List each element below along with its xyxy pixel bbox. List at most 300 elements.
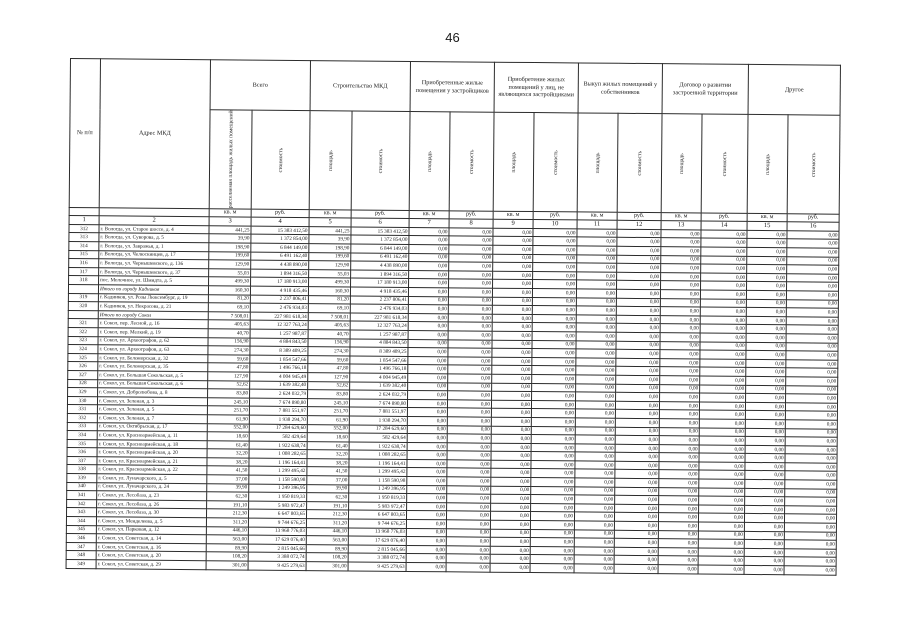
mkd-area: 108,20 (306, 553, 348, 562)
zero-value-cell: 0,00 (531, 503, 575, 512)
row-address: г. Вологда, ул. Челюскинцев, д. 17 (99, 250, 209, 260)
zero-value-cell: 0,00 (408, 287, 448, 296)
zero-value-cell: 0,00 (784, 566, 836, 575)
total-cost: 9 425 279,63 (248, 561, 306, 570)
zero-value-cell: 0,00 (575, 452, 615, 461)
zero-value-cell: 0,00 (532, 306, 576, 315)
zero-value-cell: 0,00 (786, 291, 838, 300)
zero-value-cell: 0,00 (449, 236, 493, 245)
total-area: 160,30 (208, 286, 250, 295)
zero-value-cell: 0,00 (575, 435, 615, 444)
total-area: 251,70 (207, 406, 249, 415)
mkd-area: 274,30 (308, 347, 350, 356)
zero-value-cell: 0,00 (745, 479, 785, 488)
mkd-area: 89,90 (306, 544, 348, 553)
zero-value-cell: 0,00 (615, 496, 659, 505)
zero-value-cell: 0,00 (575, 461, 615, 470)
total-cost: 1 249 396,95 (249, 484, 307, 493)
zero-value-cell: 0,00 (408, 339, 448, 348)
zero-value-cell: 0,00 (491, 503, 531, 512)
zero-value-cell: 0,00 (575, 409, 615, 418)
mkd-cost: 15 383 412,50 (351, 227, 409, 236)
mkd-area: 127,90 (308, 373, 350, 382)
zero-value-cell: 0,00 (409, 227, 449, 236)
subheader-area: площадь (493, 112, 534, 211)
zero-value-cell: 0,00 (747, 239, 787, 248)
total-cost: 2 237 806,41 (250, 295, 308, 304)
total-area: 127,90 (208, 372, 250, 381)
zero-value-cell: 0,00 (408, 365, 448, 374)
zero-value-cell: 0,00 (785, 420, 837, 429)
total-area: 69,10 (208, 303, 250, 312)
total-area: 52,62 (208, 380, 250, 389)
mkd-cost: 3 388 072,74 (348, 553, 406, 562)
zero-value-cell: 0,00 (660, 358, 700, 367)
row-number: 321 (68, 319, 98, 328)
zero-value-cell: 0,00 (532, 366, 576, 375)
row-address: г. Вологда, ул. Старое шоссе, д. 4 (99, 225, 209, 235)
row-number: 320 (68, 302, 98, 311)
zero-value-cell: 0,00 (447, 485, 491, 494)
total-area: 446,10 (206, 526, 248, 535)
zero-value-cell: 0,00 (615, 418, 659, 427)
zero-value-cell: 0,00 (575, 418, 615, 427)
zero-value-cell: 0,00 (616, 392, 660, 401)
row-number: 312 (69, 224, 99, 233)
table-body (66, 59, 840, 575)
zero-value-cell: 0,00 (575, 478, 615, 487)
zero-value-cell: 0,00 (447, 451, 491, 460)
zero-value-cell: 0,00 (531, 409, 575, 418)
zero-value-cell: 0,00 (787, 248, 839, 257)
zero-value-cell: 0,00 (617, 238, 661, 247)
subheader-cost: стоимость (351, 111, 410, 210)
zero-value-cell: 0,00 (786, 308, 838, 317)
zero-value-cell: 0,00 (532, 340, 576, 349)
header-purchased-dev: Приобретенные жилые помещения у застройщиков (410, 61, 494, 112)
zero-value-cell: 0,00 (491, 443, 531, 452)
zero-value-cell: 0,00 (660, 298, 700, 307)
column-number: 1 (69, 215, 99, 224)
zero-value-cell: 0,00 (659, 419, 699, 428)
row-address: г. Вологда, ул. Суворова, д. 5 (99, 233, 209, 243)
zero-value-cell: 0,00 (701, 238, 747, 247)
zero-value-cell: 0,00 (493, 280, 533, 289)
mkd-cost: 17 180 913,00 (351, 278, 409, 287)
zero-value-cell: 0,00 (701, 247, 747, 256)
row-number: 346 (66, 534, 96, 543)
zero-value-cell: 0,00 (490, 529, 530, 538)
header-total: Всего (210, 60, 310, 111)
row-number: 334 (67, 431, 97, 440)
zero-value-cell: 0,00 (744, 531, 784, 540)
zero-value-cell: 0,00 (532, 314, 576, 323)
row-address: г. Сокол, ул. Археографов, д. 62 (98, 336, 208, 346)
mkd-cost: 6 647 803,65 (348, 510, 406, 519)
row-address: г. Сокол, ул. Советская, д. 16 (96, 543, 206, 553)
mkd-cost: 5 983 972,47 (349, 502, 407, 511)
zero-value-cell: 0,00 (576, 358, 616, 367)
header-address: Адрес МКД (99, 59, 210, 209)
zero-value-cell: 0,00 (699, 462, 745, 471)
zero-value-cell: 0,00 (745, 428, 785, 437)
zero-value-cell: 0,00 (574, 530, 614, 539)
zero-value-cell: 0,00 (785, 411, 837, 420)
zero-value-cell: 0,00 (617, 264, 661, 273)
total-area: 552,00 (207, 423, 249, 432)
zero-value-cell: 0,00 (745, 488, 785, 497)
zero-value-cell: 0,00 (531, 443, 575, 452)
zero-value-cell: 0,00 (530, 521, 574, 530)
zero-value-cell: 0,00 (747, 256, 787, 265)
zero-value-cell: 0,00 (408, 296, 448, 305)
zero-value-cell: 0,00 (576, 315, 616, 324)
zero-value-cell: 0,00 (532, 332, 576, 341)
mkd-area: 62,30 (307, 493, 349, 502)
row-number: 324 (68, 345, 98, 354)
zero-value-cell: 0,00 (746, 351, 786, 360)
total-area: 441,25 (209, 226, 251, 235)
zero-value-cell: 0,00 (784, 557, 836, 566)
zero-value-cell: 0,00 (531, 426, 575, 435)
zero-value-cell: 0,00 (698, 531, 744, 540)
zero-value-cell: 0,00 (407, 485, 447, 494)
total-cost: 1 008 282,65 (249, 449, 307, 458)
row-number: 327 (68, 370, 98, 379)
zero-value-cell: 0,00 (577, 280, 617, 289)
zero-value-cell: 0,00 (530, 538, 574, 547)
zero-value-cell: 0,00 (449, 279, 493, 288)
zero-value-cell: 0,00 (491, 400, 531, 409)
zero-value-cell: 0,00 (446, 511, 490, 520)
unit-cell: руб. (617, 212, 661, 220)
zero-value-cell: 0,00 (533, 280, 577, 289)
zero-value-cell: 0,00 (700, 333, 746, 342)
zero-value-cell: 0,00 (407, 502, 447, 511)
zero-value-cell: 0,00 (617, 255, 661, 264)
row-number: 338 (67, 465, 97, 474)
total-cost: 13 968 776,03 (248, 527, 306, 536)
zero-value-cell: 0,00 (409, 262, 449, 271)
zero-value-cell: 0,00 (747, 247, 787, 256)
total-area: 245,10 (207, 397, 249, 406)
zero-value-cell: 0,00 (491, 494, 531, 503)
mkd-area: 18,60 (307, 433, 349, 442)
zero-value-cell: 0,00 (407, 511, 447, 520)
zero-value-cell: 0,00 (574, 547, 614, 556)
zero-value-cell: 0,00 (532, 357, 576, 366)
zero-value-cell: 0,00 (660, 350, 700, 359)
zero-value-cell: 0,00 (409, 270, 449, 279)
zero-value-cell: 0,00 (490, 563, 530, 572)
zero-value-cell: 0,00 (699, 436, 745, 445)
zero-value-cell: 0,00 (490, 537, 530, 546)
mkd-cost: 2 624 032,79 (350, 390, 408, 399)
zero-value-cell: 0,00 (491, 417, 531, 426)
row-address: Итого по городу Сокол (98, 311, 208, 321)
zero-value-cell: 0,00 (746, 316, 786, 325)
total-cost: 4 438 890,00 (251, 260, 309, 269)
row-address: г. Сокол, ул. Красноармейская, д. 22 (97, 465, 207, 475)
zero-value-cell: 0,00 (577, 255, 617, 264)
row-address: г. Сокол, ул. Археографов, д. 63 (98, 345, 208, 355)
total-area: 39,90 (207, 483, 249, 492)
row-address: г. Сокол, ул. Луначарского, д. 24 (97, 482, 207, 492)
zero-value-cell: 0,00 (614, 564, 658, 573)
zero-value-cell: 0,00 (616, 375, 660, 384)
mkd-cost: 1 894 316,50 (351, 270, 409, 279)
zero-value-cell: 0,00 (699, 479, 745, 488)
mkd-cost: 2 815 045,66 (348, 545, 406, 554)
zero-value-cell: 0,00 (700, 307, 746, 316)
mkd-area: 61,40 (307, 441, 349, 450)
zero-value-cell: 0,00 (493, 262, 533, 271)
zero-value-cell: 0,00 (699, 470, 745, 479)
zero-value-cell: 0,00 (661, 238, 701, 247)
zero-value-cell: 0,00 (785, 471, 837, 480)
mkd-area: 129,90 (309, 261, 351, 270)
mkd-area: 245,10 (307, 398, 349, 407)
zero-value-cell: 0,00 (447, 468, 491, 477)
row-address: г. Кадников, ул. Розы Люксембург, д. 19 (98, 293, 208, 303)
row-address: г. Сокол, ул. Беломорская, д. 32 (98, 354, 208, 364)
zero-value-cell: 0,00 (700, 299, 746, 308)
zero-value-cell: 0,00 (659, 487, 699, 496)
zero-value-cell: 0,00 (493, 254, 533, 263)
zero-value-cell: 0,00 (531, 417, 575, 426)
zero-value-cell: 0,00 (785, 480, 837, 489)
zero-value-cell: 0,00 (746, 376, 786, 385)
zero-value-cell: 0,00 (448, 391, 492, 400)
zero-value-cell: 0,00 (446, 563, 490, 572)
unit-cell: кв. м (409, 210, 449, 218)
zero-value-cell: 0,00 (407, 451, 447, 460)
total-cost: 1 894 316,50 (251, 269, 309, 278)
zero-value-cell: 0,00 (661, 272, 701, 281)
zero-value-cell: 0,00 (492, 314, 532, 323)
zero-value-cell: 0,00 (745, 514, 785, 523)
row-address: г. Сокол, ул. Луначарского, д. 5 (97, 474, 207, 484)
mkd-cost: 13 968 776,03 (348, 528, 406, 537)
zero-value-cell: 0,00 (659, 479, 699, 488)
zero-value-cell: 0,00 (448, 348, 492, 357)
zero-value-cell: 0,00 (746, 368, 786, 377)
mkd-area: 7 508,01 (308, 312, 350, 321)
zero-value-cell: 0,00 (614, 521, 658, 530)
zero-value-cell: 0,00 (615, 444, 659, 453)
mkd-area: 40,70 (308, 330, 350, 339)
zero-value-cell: 0,00 (746, 308, 786, 317)
row-number: 326 (68, 362, 98, 371)
zero-value-cell: 0,00 (746, 394, 786, 403)
zero-value-cell: 0,00 (785, 506, 837, 515)
zero-value-cell: 0,00 (446, 528, 490, 537)
zero-value-cell: 0,00 (492, 323, 532, 332)
mkd-cost: 1 639 382,40 (350, 381, 408, 390)
total-cost: 3 388 072,74 (248, 552, 306, 561)
zero-value-cell: 0,00 (575, 504, 615, 513)
zero-value-cell: 0,00 (576, 298, 616, 307)
mkd-area: 405,63 (308, 321, 350, 330)
total-cost: 9 744 676,25 (248, 518, 306, 527)
zero-value-cell: 0,00 (660, 333, 700, 342)
total-area: 38,20 (207, 458, 249, 467)
zero-value-cell: 0,00 (698, 522, 744, 531)
mkd-area: 52,62 (308, 381, 350, 390)
row-address: г. Сокол, ул. Советская, д. 14 (96, 534, 206, 544)
mkd-cost: 2 476 934,03 (350, 304, 408, 313)
zero-value-cell: 0,00 (787, 231, 839, 240)
subheader-cost: стоимость (533, 113, 578, 212)
zero-value-cell: 0,00 (574, 538, 614, 547)
zero-value-cell: 0,00 (448, 296, 492, 305)
row-number: 316 (69, 259, 99, 268)
header-buyout: Выкуп жилых помещений у собственников (578, 63, 662, 114)
zero-value-cell: 0,00 (660, 315, 700, 324)
mkd-cost: 4 438 890,00 (351, 261, 409, 270)
row-address: г. Сокол, ул. Парковая, д. 12 (96, 525, 206, 535)
zero-value-cell: 0,00 (491, 477, 531, 486)
zero-value-cell: 0,00 (660, 324, 700, 333)
zero-value-cell: 0,00 (492, 383, 532, 392)
zero-value-cell: 0,00 (614, 513, 658, 522)
row-address: г. Вологда, ул. Чернышевского, д. 37 (99, 268, 209, 278)
mkd-area: 38,20 (307, 458, 349, 467)
zero-value-cell: 0,00 (616, 367, 660, 376)
zero-value-cell: 0,00 (408, 330, 448, 339)
zero-value-cell: 0,00 (785, 488, 837, 497)
zero-value-cell: 0,00 (530, 512, 574, 521)
mkd-cost: 2 237 806,41 (350, 296, 408, 305)
total-area: 37,00 (207, 475, 249, 484)
zero-value-cell: 0,00 (700, 359, 746, 368)
zero-value-cell: 0,00 (492, 305, 532, 314)
zero-value-cell: 0,00 (661, 255, 701, 264)
zero-value-cell: 0,00 (447, 434, 491, 443)
mkd-cost: 4 884 843,50 (350, 339, 408, 348)
zero-value-cell: 0,00 (448, 339, 492, 348)
row-number: 339 (67, 474, 97, 483)
row-number: 313 (69, 233, 99, 242)
zero-value-cell: 0,00 (660, 393, 700, 402)
zero-value-cell: 0,00 (659, 436, 699, 445)
zero-value-cell: 0,00 (660, 341, 700, 350)
row-number: 347 (66, 542, 96, 551)
total-cost: 4 884 843,50 (250, 338, 308, 347)
zero-value-cell: 0,00 (658, 547, 698, 556)
row-address: г. Сокол, ул. Зеленая, д. 7 (97, 414, 207, 424)
total-area: 405,63 (208, 320, 250, 329)
row-address: г. Сокол, ул. Лесобаза, д. 23 (97, 491, 207, 501)
zero-value-cell: 0,00 (785, 497, 837, 506)
total-area: 55,03 (209, 269, 251, 278)
zero-value-cell: 0,00 (407, 477, 447, 486)
total-area: 81,20 (208, 294, 250, 303)
mkd-area: 39,90 (309, 235, 351, 244)
zero-value-cell: 0,00 (407, 494, 447, 503)
zero-value-cell: 0,00 (786, 342, 838, 351)
mkd-cost: 1 299 495,42 (349, 467, 407, 476)
zero-value-cell: 0,00 (615, 401, 659, 410)
total-cost: 15 383 412,50 (251, 226, 309, 235)
column-number: 6 (351, 218, 409, 228)
zero-value-cell: 0,00 (787, 282, 839, 291)
zero-value-cell: 0,00 (786, 360, 838, 369)
zero-value-cell: 0,00 (577, 246, 617, 255)
total-area: 156,90 (208, 337, 250, 346)
mkd-area: 69,10 (308, 304, 350, 313)
zero-value-cell: 0,00 (784, 523, 836, 532)
header-territory: Договор о развитии застроенной территории (662, 64, 748, 115)
zero-value-cell: 0,00 (448, 305, 492, 314)
row-number: 331 (67, 405, 97, 414)
zero-value-cell: 0,00 (577, 229, 617, 238)
row-address: г. Сокол, ул. Октябрьская, д. 17 (97, 422, 207, 432)
mkd-cost: 1 922 638,74 (349, 442, 407, 451)
zero-value-cell: 0,00 (698, 539, 744, 548)
zero-value-cell: 0,00 (784, 540, 836, 549)
total-area: 89,90 (206, 544, 248, 553)
zero-value-cell: 0,00 (659, 505, 699, 514)
header-purchased-nondev: Приобретение жилых помещений у лиц, не являющихся застройщиками (494, 62, 578, 113)
row-number: 317 (69, 267, 99, 276)
zero-value-cell: 0,00 (659, 453, 699, 462)
mkd-cost: 1 249 396,95 (349, 485, 407, 494)
total-area: 61,90 (207, 415, 249, 424)
zero-value-cell: 0,00 (785, 514, 837, 523)
zero-value-cell: 0,00 (574, 521, 614, 530)
column-number: 10 (533, 219, 577, 228)
zero-value-cell: 0,00 (407, 416, 447, 425)
mkd-area: 61,90 (307, 416, 349, 425)
row-number: 336 (67, 448, 97, 457)
zero-value-cell: 0,00 (615, 453, 659, 462)
zero-value-cell: 0,00 (407, 408, 447, 417)
zero-value-cell: 0,00 (574, 564, 614, 573)
zero-value-cell: 0,00 (744, 565, 784, 574)
zero-value-cell: 0,00 (787, 239, 839, 248)
total-cost: 1 196 164,41 (249, 458, 307, 467)
zero-value-cell: 0,00 (744, 557, 784, 566)
mkd-area: 251,70 (307, 407, 349, 416)
row-address: г. Сокол, ул. Лесобаза, д. 30 (96, 508, 206, 518)
zero-value-cell: 0,00 (531, 460, 575, 469)
zero-value-cell: 0,00 (617, 246, 661, 255)
zero-value-cell: 0,00 (615, 478, 659, 487)
zero-value-cell: 0,00 (744, 548, 784, 557)
total-area: 191,10 (207, 501, 249, 510)
zero-value-cell: 0,00 (493, 237, 533, 246)
zero-value-cell: 0,00 (447, 494, 491, 503)
zero-value-cell: 0,00 (785, 437, 837, 446)
row-number: 329 (68, 388, 98, 397)
zero-value-cell: 0,00 (746, 359, 786, 368)
zero-value-cell: 0,00 (530, 546, 574, 555)
mkd-area: 552,00 (307, 424, 349, 433)
row-number: 348 (66, 551, 96, 560)
zero-value-cell: 0,00 (785, 445, 837, 454)
subheader-cost: стоимость (701, 114, 748, 213)
zero-value-cell: 0,00 (447, 425, 491, 434)
zero-value-cell: 0,00 (615, 504, 659, 513)
row-address: г. Кадников, ул. Некрасова, д. 21 (98, 302, 208, 312)
row-address: г. Сокол, ул. Зеленая, д. 3 (97, 396, 207, 406)
mkd-cost: 1 950 819,33 (349, 493, 407, 502)
zero-value-cell: 0,00 (661, 264, 701, 273)
column-number: 11 (577, 220, 617, 229)
row-number: 332 (67, 413, 97, 422)
zero-value-cell: 0,00 (490, 546, 530, 555)
